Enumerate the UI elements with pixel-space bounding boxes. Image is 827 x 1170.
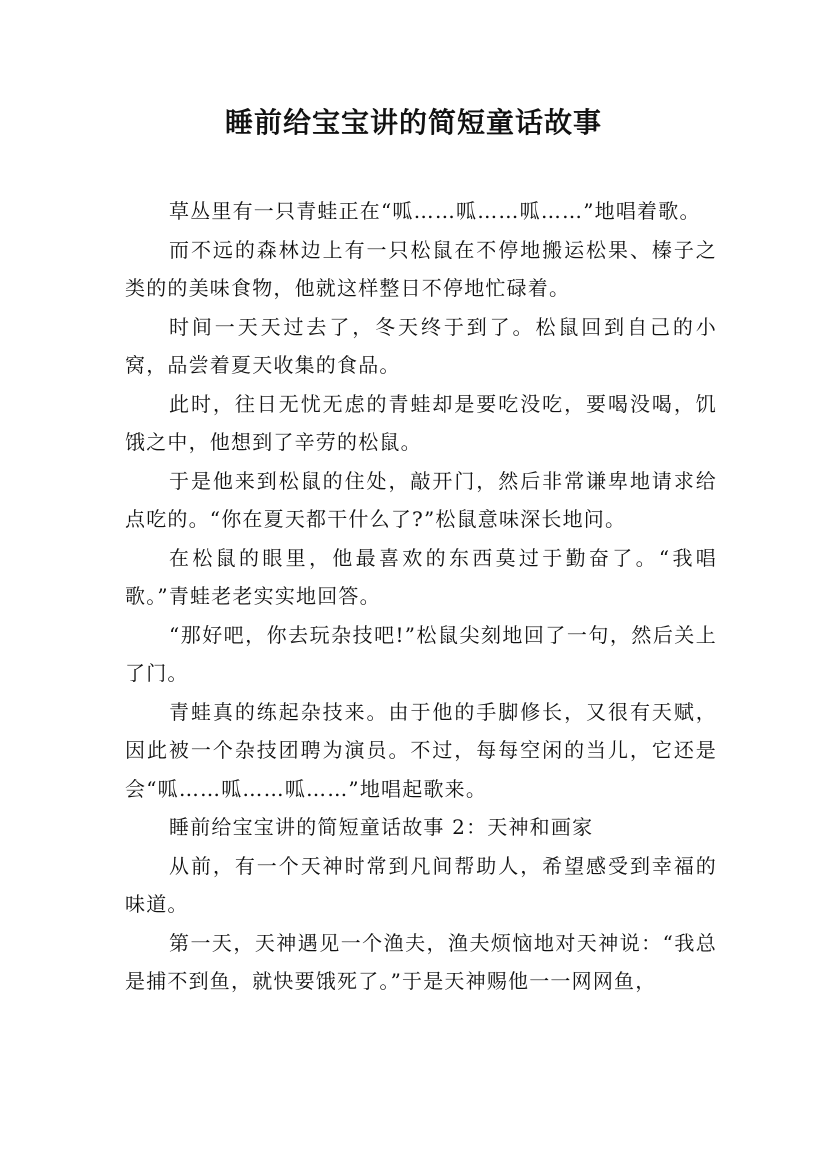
paragraph: 草丛里有一只青蛙正在“呱……呱……呱……”地唱着歌。	[169, 199, 701, 223]
paragraph: 时间一天天过去了，冬天终于到了。松鼠回到自己的小窝，品尝着夏天收集的食品。	[125, 314, 717, 377]
paragraph: “那好吧，你去玩杂技吧!”松鼠尖刻地回了一句，然后关上了门。	[125, 622, 717, 685]
paragraph: 青蛙真的练起杂技来。由于他的手脚修长，又很有天赋，因此被一个杂技团聘为演员。不过，每每空闲的当儿，它还是会“呱……呱……呱……”地唱起歌来。	[125, 699, 717, 801]
paragraph: 在松鼠的眼里，他最喜欢的东西莫过于勤奋了。“我唱歌。”青蛙老老实实地回答。	[125, 545, 717, 608]
paragraph: 从前，有一个天神时常到凡间帮助人，希望感受到幸福的味道。	[125, 853, 717, 916]
story-body	[125, 192, 717, 1001]
paragraph: 于是他来到松鼠的住处，敲开门，然后非常谦卑地请求给点吃的。“你在夏天都干什么了?”松鼠意味深长地问。	[125, 468, 717, 531]
paragraph: 而不远的森林边上有一只松鼠在不停地搬运松果、榛子之类的的美味食物，他就这样整日不停地忙碌着。	[125, 237, 717, 300]
page-title: 睡前给宝宝讲的简短童话故事	[224, 106, 602, 139]
section-heading: 睡前给宝宝讲的简短童话故事 2：天神和画家	[169, 815, 594, 839]
paragraph: 此时，往日无忧无虑的青蛙却是要吃没吃，要喝没喝，饥饿之中，他想到了辛劳的松鼠。	[125, 391, 717, 454]
paragraph: 第一天，天神遇见一个渔夫，渔夫烦恼地对天神说：“我总是捕不到鱼，就快要饿死了。”于是天神赐他一一网网鱼，	[125, 930, 717, 993]
